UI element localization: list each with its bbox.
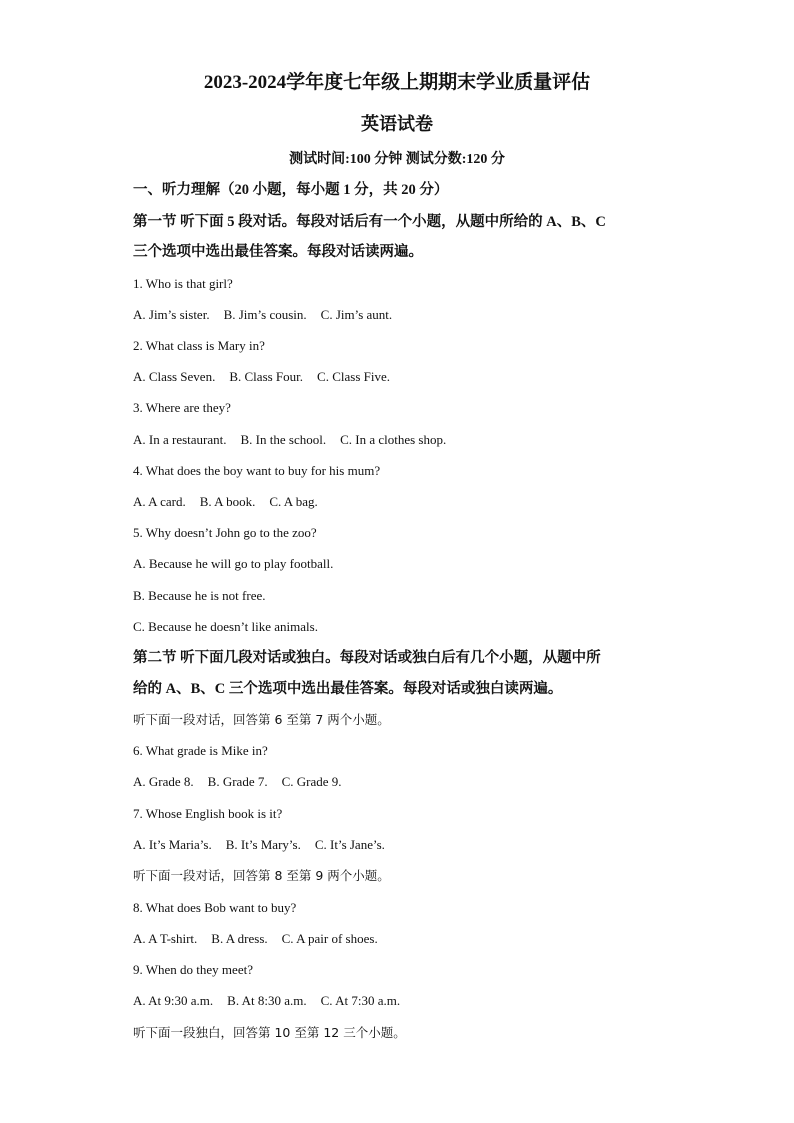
question-options [133, 306, 406, 324]
question-stem: 7. Whose English book is it? [133, 806, 283, 821]
question-stem: 2. What class is Mary in? [133, 338, 265, 353]
question-stem: 3. Where are they? [133, 400, 231, 415]
option-a: A. A T-shirt. [133, 931, 198, 946]
exam-subtitle: 英语试卷 [361, 114, 433, 134]
part-heading: 一、听力理解（20 小题，每小题 1 分，共 20 分） [133, 182, 449, 198]
option-a: A. Jim’s sister. [133, 307, 210, 322]
question-options [133, 992, 414, 1010]
option-a: A. Because he will go to play football. [133, 556, 334, 571]
question-stem: 6. What grade is Mike in? [133, 743, 268, 758]
question-stem: 8. What does Bob want to buy? [133, 900, 297, 915]
listening-instruction: 听下面一段独白，回答第 10 至第 12 三个小题。 [133, 1025, 406, 1040]
question-options [133, 836, 399, 854]
option-c: C. Jim’s aunt. [320, 307, 393, 322]
option-a: A. In a restaurant. [133, 432, 227, 447]
question-options [133, 930, 392, 948]
section1-instruction-line1: 第一节 听下面 5 段对话。每段对话后有一个小题，从题中所给的 A、B、C [133, 214, 606, 230]
option-c: C. In a clothes shop. [340, 432, 447, 447]
option-b: B. It’s Mary’s. [225, 837, 301, 852]
option-c: C. A bag. [269, 494, 318, 509]
question-stem: 5. Why doesn’t John go to the zoo? [133, 525, 317, 540]
question-options [133, 368, 404, 386]
option-b: B. In the school. [240, 432, 327, 447]
section1-instruction-line2: 三个选项中选出最佳答案。每段对话读两遍。 [133, 244, 423, 260]
option-b: B. Jim’s cousin. [223, 307, 307, 322]
option-b: B. Class Four. [229, 369, 304, 384]
question-options [133, 773, 356, 791]
question-options [133, 431, 460, 449]
listening-instruction: 听下面一段对话，回答第 6 至第 7 两个小题。 [133, 712, 390, 727]
option-a: A. It’s Maria’s. [133, 837, 212, 852]
option-a: A. At 9:30 a.m. [133, 993, 214, 1008]
question-options [133, 493, 332, 511]
option-a: A. Grade 8. [133, 774, 194, 789]
question-stem: 9. When do they meet? [133, 962, 253, 977]
option-c: C. Class Five. [317, 369, 390, 384]
option-c: C. Because he doesn’t like animals. [133, 619, 318, 634]
option-c: C. At 7:30 a.m. [320, 993, 401, 1008]
option-b: B. A dress. [211, 931, 268, 946]
option-c: C. It’s Jane’s. [314, 837, 385, 852]
option-b: B. Grade 7. [207, 774, 268, 789]
question-stem: 4. What does the boy want to buy for his mum? [133, 463, 381, 478]
option-b: B. A book. [199, 494, 256, 509]
exam-title: 2023-2024学年度七年级上期期末学业质量评估 [203, 72, 591, 93]
option-b: B. Because he is not free. [133, 588, 266, 603]
option-a: A. A card. [133, 494, 186, 509]
exam-info: 测试时间:100 分钟 测试分数:120 分 [289, 152, 505, 167]
listening-instruction: 听下面一段对话，回答第 8 至第 9 两个小题。 [133, 868, 390, 883]
option-a: A. Class Seven. [133, 369, 216, 384]
option-c: C. Grade 9. [281, 774, 342, 789]
section2-instruction-line1: 第二节 听下面几段对话或独白。每段对话或独白后有几个小题，从题中所 [133, 650, 601, 666]
option-b: B. At 8:30 a.m. [227, 993, 307, 1008]
question-stem: 1. Who is that girl? [133, 276, 233, 291]
section2-instruction-line2: 给的 A、B、C 三个选项中选出最佳答案。每段对话或独白读两遍。 [133, 681, 563, 697]
option-c: C. A pair of shoes. [281, 931, 378, 946]
